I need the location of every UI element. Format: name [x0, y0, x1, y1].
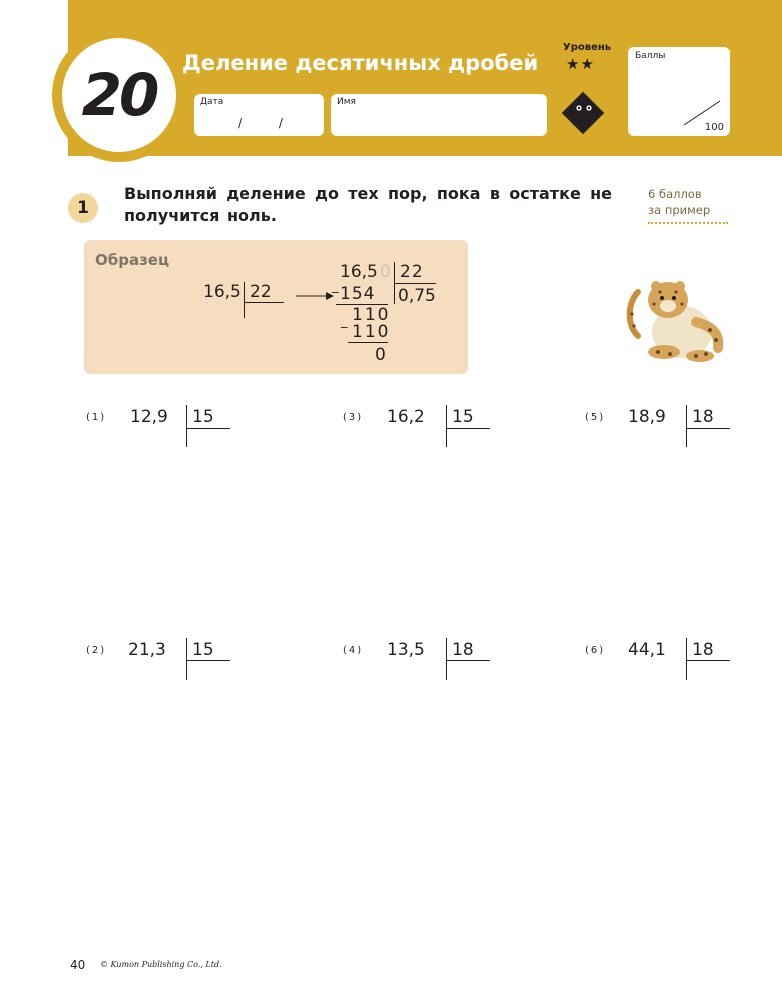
- exercise-6-divisor: 18: [692, 640, 714, 660]
- example-dividend: 16,5: [203, 282, 241, 302]
- publisher-credit: © Kumon Publishing Co., Ltd.: [100, 960, 222, 969]
- example-title: Образец: [95, 251, 170, 269]
- exercise-4-bracket-horizontal: [446, 660, 490, 661]
- exercise-2-divisor: 15: [192, 640, 214, 660]
- step-3-line: [348, 342, 388, 343]
- step-2: 110: [352, 305, 391, 325]
- step-3: 110: [352, 322, 391, 342]
- step-1: 154: [340, 284, 376, 304]
- exercise-4-label: (4): [343, 645, 364, 656]
- exercise-2-bracket-horizontal: [186, 660, 230, 661]
- date-label: Дата: [200, 97, 224, 107]
- points-note: [648, 186, 710, 218]
- points-line-1: 6 баллов: [648, 187, 702, 201]
- name-field[interactable]: [331, 94, 547, 136]
- exercise-5-bracket-horizontal: [686, 428, 730, 429]
- long-dividend: 16,5: [340, 262, 378, 282]
- exercise-1-label: (1): [86, 412, 107, 423]
- mascot-eyes-icon: [574, 104, 594, 112]
- exercise-1-bracket-horizontal: [186, 428, 230, 429]
- exercise-2-dividend: 21,3: [128, 640, 166, 660]
- leopard-illustration: [624, 272, 728, 364]
- task-instruction: Выполняй деление до тех пор, пока в остатке не получится ноль.: [124, 184, 612, 225]
- long-dividend-added-zero: 0: [380, 262, 391, 282]
- example-quotient: 0,75: [398, 286, 436, 306]
- points-underline: [648, 222, 728, 224]
- lesson-number: 20: [81, 61, 157, 129]
- example-divisor: 22: [250, 282, 272, 302]
- exercise-1-dividend: 12,9: [130, 407, 168, 427]
- task-number: 1: [77, 198, 89, 218]
- level-label: Уровень: [563, 42, 612, 53]
- page-title: Деление десятичных дробей: [182, 51, 539, 75]
- exercise-5-bracket-vertical: [686, 405, 687, 447]
- exercise-3-label: (3): [343, 412, 364, 423]
- example-bracket-horizontal: [244, 302, 284, 303]
- exercise-4-divisor: 18: [452, 640, 474, 660]
- score-field[interactable]: [628, 47, 730, 136]
- minus-sign-1: _: [332, 279, 339, 294]
- remainder: 0: [375, 345, 386, 365]
- task-number-badge: [68, 193, 98, 223]
- points-line-2: за пример: [648, 203, 711, 217]
- exercise-4-dividend: 13,5: [387, 640, 425, 660]
- exercise-6-dividend: 44,1: [628, 640, 666, 660]
- date-field[interactable]: [194, 94, 324, 136]
- long-bracket-horizontal: [394, 283, 436, 284]
- exercise-5-divisor: 18: [692, 407, 714, 427]
- page-number: 40: [70, 958, 86, 972]
- score-label: Баллы: [635, 51, 666, 61]
- score-total: 100: [704, 122, 724, 133]
- name-label: Имя: [337, 97, 356, 107]
- exercise-4-bracket-vertical: [446, 638, 447, 680]
- lesson-badge: [62, 38, 176, 152]
- exercise-3-dividend: 16,2: [387, 407, 425, 427]
- long-divisor: 22: [400, 262, 424, 282]
- example-bracket-vertical: [244, 282, 245, 318]
- exercise-6-bracket-vertical: [686, 638, 687, 680]
- minus-sign-2: _: [341, 314, 348, 329]
- arrow-right-icon: [296, 290, 334, 302]
- exercise-2-bracket-vertical: [186, 638, 187, 680]
- exercise-6-label: (6): [585, 645, 606, 656]
- exercise-3-bracket-vertical: [446, 405, 447, 447]
- exercise-2-label: (2): [86, 645, 107, 656]
- level-stars: ★★: [566, 55, 595, 73]
- exercise-3-bracket-horizontal: [446, 428, 490, 429]
- exercise-3-divisor: 15: [452, 407, 474, 427]
- exercise-6-bracket-horizontal: [686, 660, 730, 661]
- exercise-1-divisor: 15: [192, 407, 214, 427]
- exercise-5-dividend: 18,9: [628, 407, 666, 427]
- exercise-5-label: (5): [585, 412, 606, 423]
- exercise-1-bracket-vertical: [186, 405, 187, 447]
- date-separators: / /: [238, 116, 285, 130]
